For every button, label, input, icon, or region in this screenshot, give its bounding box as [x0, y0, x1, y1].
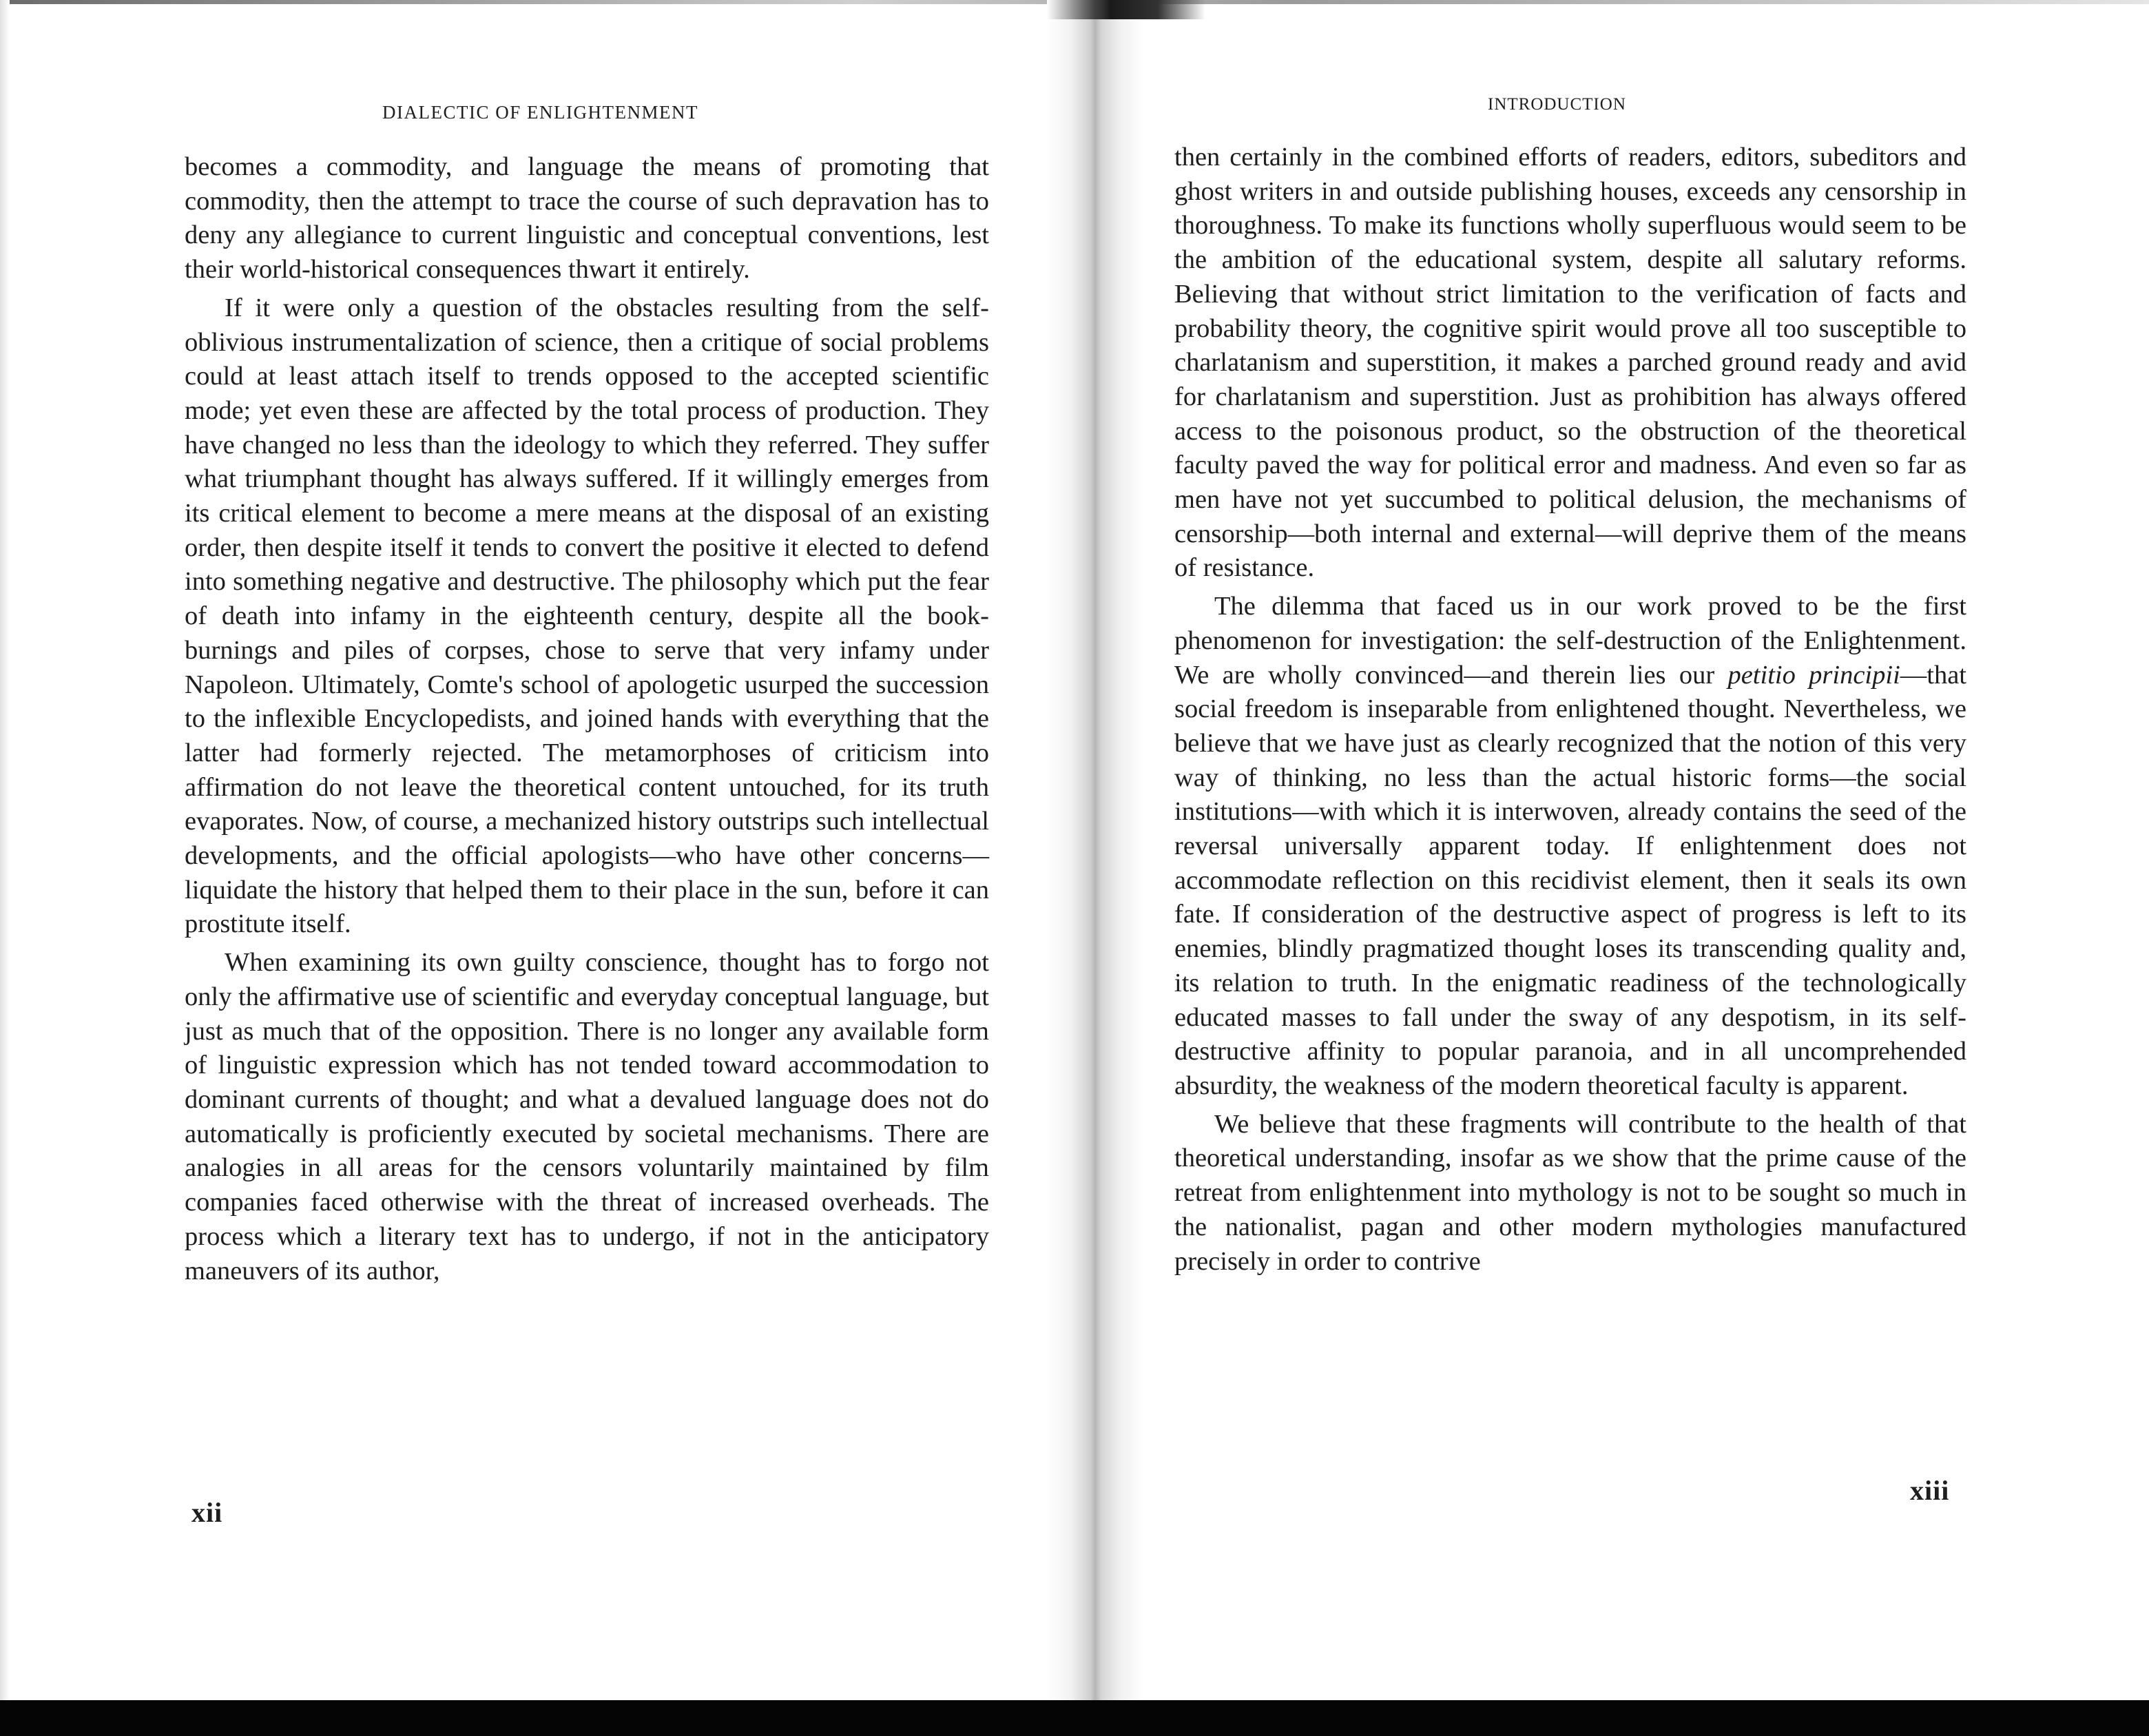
left-paragraph-3: When examining its own guilty conscience, thought has to forgo not only the affirmative use of scientific and everyday conceptual language, but just as much that of the opposition. There is no longer any available form of linguistic expression which has not tended toward accommodation to dominant currents of thought; and what a devalued language does not do automatically is proficiently executed by societal mechanisms. There are analogies in all areas for the censors voluntarily maintained by film companies faced otherwise with the threat of increased overheads. The process which a literary text has to undergo, if not in the anticipatory maneuvers of its author, [185, 948, 989, 1285]
right-page [1143, 0, 2149, 1700]
right-page-number: xiii [1910, 1475, 1950, 1506]
left-running-head: DIALECTIC OF ENLIGHTENMENT [382, 102, 698, 123]
left-paragraph-2: If it were only a question of the obstacles resulting from the self-oblivious instrumentalization of science, then a critique of social problems could at least attach itself to trends opposed to the accepted scientific mode; yet even these are affected by the total process of production. They have changed no less than the ideology to which they referred. They suffer what triumphant thought has always suffered. If it willingly emerges from its critical element to become a mere means at the disposal of an existing order, then despite itself it tends to convert the positive it elected to defend into something negative and destructive. The philosophy which put the fear of death into infamy in the eighteenth century, despite all the book-burnings and piles of corpses, chose to serve that very infamy under Napoleon. Ultimately, Comte's school of apologetic usurped the succession to the inflexible Encyclopedists, and joined hands with everything that the latter had formerly rejected. The metamorphoses of criticism into affirmation do not leave the theoretical content untouched, for its truth evaporates. Now, of course, a mechanized history outstrips such intellectual developments, and the official apologists—who have other concerns—liquidate the history that helped them to their place in the sun, before it can prostitute itself. [185, 293, 989, 939]
right-page-text [1174, 141, 1966, 1283]
book-gutter [1047, 0, 1143, 1700]
left-page [0, 0, 1047, 1700]
right-paragraph-1: then certainly in the combined efforts of readers, editors, subeditors and ghost writers in and outside publishing houses, exceeds any censorship in thoroughness. To make its functions wholly superfluous would seem to be the ambition of the educational system, despite all salutary reforms. Believing that without strict limitation to the verification of facts and probability theory, the cognitive spirit would prove all too susceptible to charlatanism and superstition, it makes a parched ground ready and avid for charlatanism and superstition. Just as prohibition has always offered access to the poisonous product, so the obstruction of the theoretical faculty paved the way for political error and madness. And even so far as men have not yet succumbed to political delusion, the mechanisms of censorship—both internal and external—will deprive them of the means of resistance. [1174, 143, 1966, 583]
right-paragraph-2-start: The dilemma that faced us in our work proved to be the first phenomenon for investigation: the self-destruction of the Enlightenment. We are wholly convinced—and therein lies our [1174, 592, 1966, 690]
right-paragraph-2-italic: petitio principii [1727, 660, 1900, 690]
right-paragraph-2 [1174, 590, 1966, 1104]
left-paragraph-1: becomes a commodity, and language the means of promoting that commodity, then the attempt to trace the course of such depravation has to deny any allegiance to current linguistic and conceptual conventions, lest their world-historical consequences thwart it entirely. [185, 152, 989, 285]
left-page-number: xii [191, 1497, 223, 1528]
right-paragraph-3: We believe that these fragments will contribute to the health of that theoretical understanding, insofar as we show that the prime cause of the retreat from enlightenment into mythology is not to be sought so much in the nationalist, pagan and other modern mythologies manufactured precisely in order to contrive [1174, 1109, 1966, 1276]
left-page-text [185, 150, 989, 1292]
scan-bottom-edge [0, 1700, 2149, 1736]
right-running-head: INTRODUCTION [1488, 95, 1626, 114]
right-paragraph-2-end: —that social freedom is inseparable from enlightened thought. Nevertheless, we believe that we have just as clearly recognized that the notion of this very way of thinking, no less than the actual historic forms—the social institutions—with which it is interwoven, already contains the seed of the reversal universally apparent today. If enlightenment does not accommodate reflection on this recidivist element, then it seals its own fate. If consideration of the destructive aspect of progress is left to its enemies, blindly pragmatized thought loses its transcending quality and, its relation to truth. In the enigmatic readiness of the technologically educated masses to fall under the sway of any despotism, in its self-destructive affinity to popular paranoia, and in all uncomprehended absurdity, the weakness of the modern theoretical faculty is apparent. [1174, 660, 1966, 1100]
